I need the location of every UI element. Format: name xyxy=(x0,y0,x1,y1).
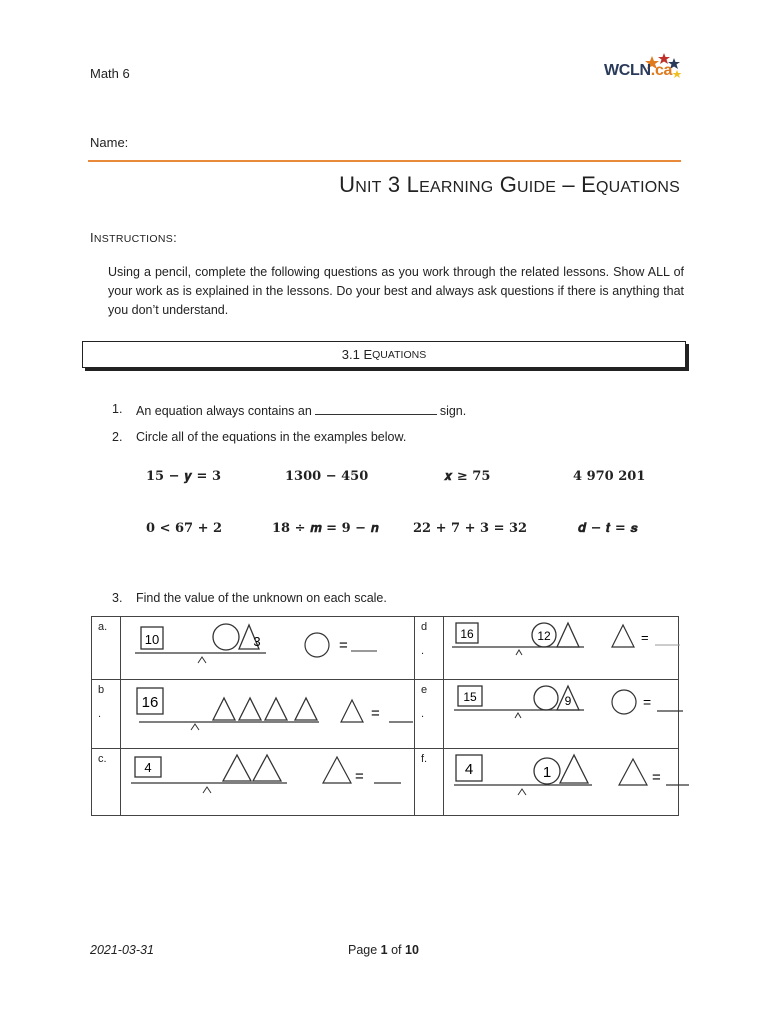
svg-text:12: 12 xyxy=(537,629,551,643)
answer-blank[interactable] xyxy=(315,402,437,415)
scales-table xyxy=(91,616,679,816)
svg-text:=: = xyxy=(355,768,364,785)
instructions-text: Using a pencil, complete the following questions as you work through the related lessons. Show ALL of your work as is explained in the lessons. Do your best and always ask questions if there is anything that you don’t understand. xyxy=(108,265,684,317)
scale-e xyxy=(444,680,679,749)
balance-scale-icon xyxy=(444,617,689,675)
expression[interactable]: 22 + 7 + 3 = 32 xyxy=(413,521,528,536)
logo-main: WCLN xyxy=(604,62,651,79)
balance-scale-icon xyxy=(121,617,414,675)
svg-text:=: = xyxy=(371,705,380,722)
scale-label: d . xyxy=(415,617,444,680)
svg-text:16: 16 xyxy=(460,627,474,641)
scale-label: e . xyxy=(415,680,444,749)
svg-text:=: = xyxy=(652,769,661,786)
svg-text:4: 4 xyxy=(144,760,152,775)
scale-d xyxy=(444,617,679,680)
svg-text:15: 15 xyxy=(463,690,477,704)
expression[interactable]: 𝒙 ≥ 75 xyxy=(444,469,491,484)
expression[interactable]: 𝒅 − 𝒕 = 𝒔 xyxy=(578,521,638,536)
balance-scale-icon xyxy=(444,680,689,744)
svg-text:10: 10 xyxy=(144,632,160,647)
scale-c xyxy=(121,749,415,816)
scale-a xyxy=(121,617,415,680)
scale-b xyxy=(121,680,415,749)
svg-text:1: 1 xyxy=(542,764,552,781)
name-label: Name: xyxy=(90,135,129,150)
question-3: 3. Find the value of the unknown on each scale. xyxy=(112,591,387,605)
svg-text:=: = xyxy=(641,630,649,645)
question-1: 1. An equation always contains an sign. xyxy=(112,402,467,418)
expression[interactable]: 18 ÷ 𝒎 = 9 − 𝒏 xyxy=(272,521,379,536)
scale-label: a. xyxy=(92,617,121,680)
course-label: Math 6 xyxy=(90,66,130,81)
balance-scale-icon xyxy=(121,680,414,744)
orange-divider xyxy=(88,160,681,162)
expression[interactable]: 1300 − 450 xyxy=(285,469,369,484)
logo-suffix: .ca xyxy=(650,62,673,79)
wcln-logo xyxy=(604,52,684,84)
scale-label: c. xyxy=(92,749,121,816)
expression[interactable]: 15 − 𝒚 = 3 xyxy=(146,469,221,484)
page-number: Page 1 of 10 xyxy=(348,943,419,957)
expression[interactable]: 0 < 67 + 2 xyxy=(146,521,223,536)
svg-text:3: 3 xyxy=(253,634,261,649)
scale-label: f. xyxy=(415,749,444,816)
svg-text:9: 9 xyxy=(564,694,572,708)
footer-date: 2021-03-31 xyxy=(90,943,154,957)
scale-f xyxy=(444,749,679,816)
section-heading: 3.1 E QUATIONS xyxy=(82,341,686,368)
svg-text:=: = xyxy=(643,694,652,710)
balance-scale-icon xyxy=(444,749,689,811)
scale-label: b . xyxy=(92,680,121,749)
svg-text:=: = xyxy=(339,637,348,654)
svg-text:4: 4 xyxy=(464,761,474,778)
question-2: 2. Circle all of the equations in the examples below. xyxy=(112,430,407,444)
balance-scale-icon xyxy=(121,749,414,811)
page-title: UNIT 3 LEARNING GUIDE – EQUATIONS xyxy=(339,172,680,197)
svg-text:16: 16 xyxy=(141,694,159,711)
instructions-heading: INSTRUCTIONS: xyxy=(90,230,177,245)
expression[interactable]: 4 970 201 xyxy=(573,469,646,484)
